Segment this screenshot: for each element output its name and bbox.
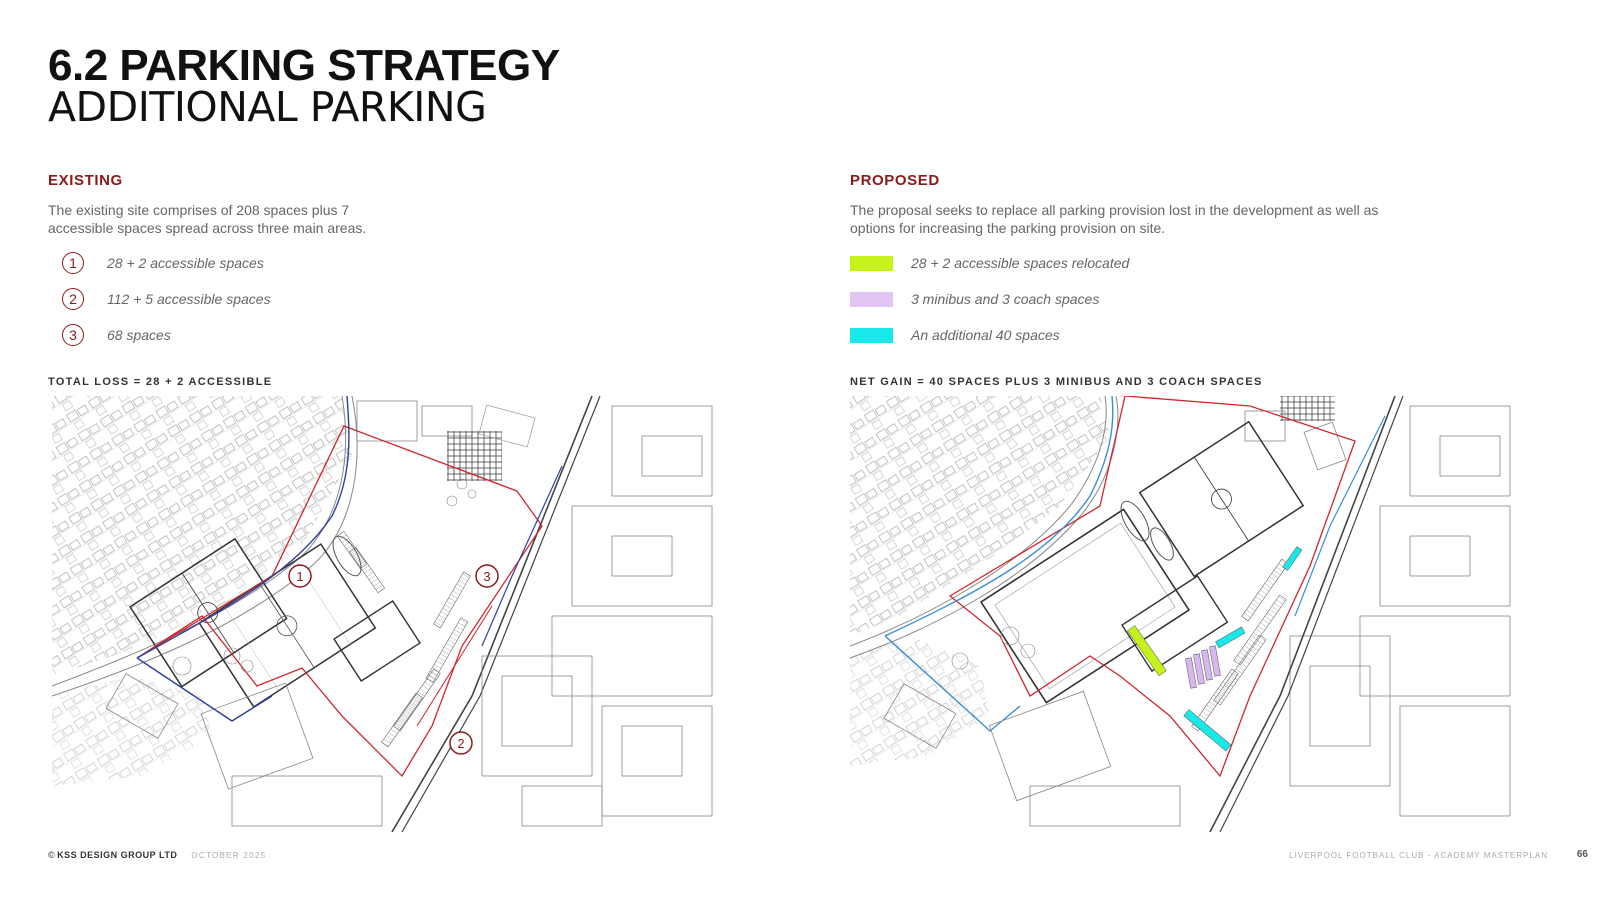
- existing-site-plan: [52, 396, 720, 832]
- copyright-icon: ©: [48, 850, 55, 860]
- legend-label: 68 spaces: [107, 327, 171, 343]
- legend-label: 28 + 2 accessible spaces: [107, 255, 264, 271]
- existing-section: [48, 172, 648, 353]
- existing-legend: [48, 245, 648, 353]
- proposed-section: [850, 172, 1450, 353]
- page-title: 6.2 PARKING STRATEGY: [48, 41, 560, 90]
- proposed-heading: PROPOSED: [850, 172, 940, 189]
- existing-intro: The existing site comprises of 208 spaces plus 7 accessible spaces spread across three main areas.: [48, 202, 367, 236]
- page-subtitle: ADDITIONAL PARKING: [48, 83, 487, 131]
- legend-label: 112 + 5 accessible spaces: [107, 291, 271, 307]
- legend-label: 28 + 2 accessible spaces relocated: [911, 255, 1130, 271]
- area-marker-label: 1: [296, 569, 304, 584]
- proposed-intro: The proposal seeks to replace all parking provision lost in the development as well as options for increasing the parking provision on site.: [850, 202, 1379, 236]
- legend-swatch: [850, 256, 893, 271]
- area-marker-2: [450, 732, 472, 754]
- footer-company: [48, 850, 266, 860]
- total-loss-caption: TOTAL LOSS = 28 + 2 ACCESSIBLE: [48, 376, 273, 388]
- legend-item: [48, 317, 648, 353]
- document-date: OCTOBER 2025: [191, 850, 267, 860]
- proposed-legend: [850, 245, 1450, 353]
- legend-swatch: [850, 292, 893, 307]
- area-number-badge: 2: [62, 288, 84, 310]
- legend-label: 3 minibus and 3 coach spaces: [911, 291, 1100, 307]
- project-name: LIVERPOOL FOOTBALL CLUB - ACADEMY MASTERPLAN: [1289, 851, 1548, 860]
- area-marker-label: 2: [457, 736, 465, 751]
- page-number: 66: [1576, 849, 1588, 860]
- legend-item: [48, 245, 648, 281]
- area-marker-3: [476, 565, 498, 587]
- existing-site-plan-drawing: [52, 396, 720, 832]
- legend-label: An additional 40 spaces: [911, 327, 1060, 343]
- legend-item: [48, 281, 648, 317]
- net-gain-caption: NET GAIN = 40 SPACES PLUS 3 MINIBUS AND 3 COACH SPACES: [850, 376, 1263, 388]
- proposed-site-plan: [850, 396, 1518, 832]
- proposed-site-plan-drawing: [850, 396, 1518, 832]
- area-marker-label: 3: [483, 569, 491, 584]
- area-number-badge: 1: [62, 252, 84, 274]
- legend-item: [850, 317, 1450, 353]
- area-marker-1: [289, 565, 311, 587]
- legend-swatch: [850, 328, 893, 343]
- existing-heading: EXISTING: [48, 172, 123, 189]
- legend-item: [850, 281, 1450, 317]
- area-number-badge: 3: [62, 324, 84, 346]
- legend-item: [850, 245, 1450, 281]
- company-name: KSS DESIGN GROUP LTD: [57, 850, 178, 860]
